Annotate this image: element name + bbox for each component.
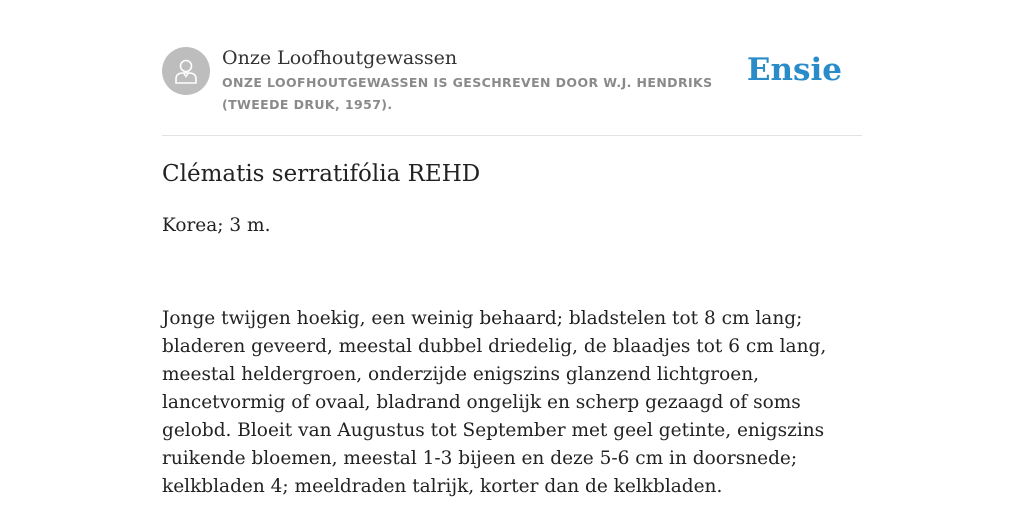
brand-logo[interactable]: Ensie — [746, 52, 842, 88]
entry-paragraph: Korea; 3 m. — [162, 215, 271, 236]
book-title[interactable]: Onze Loofhoutgewassen — [222, 47, 458, 69]
user-icon[interactable] — [162, 47, 210, 95]
book-description: ONZE LOOFHOUTGEWASSEN IS GESCHREVEN DOOR W.J. HENDRIKS (TWEEDE DRUK, 1957). — [222, 75, 713, 112]
book-header — [162, 46, 862, 136]
entry-title: Clématis serratifólia REHD — [162, 161, 481, 187]
user-icon-glyph — [171, 56, 201, 86]
entry-card — [162, 46, 862, 497]
entry-paragraph: Jonge twijgen hoekig, een weinig behaard; bladstelen tot 8 cm lang; bladeren geveerd, meestal dubbel driedelig, de blaadjes tot 6 cm lang, meestal heldergroen, onderzijde enigszins glanzend lichtgroen, lancetvormig of ovaal, bladrand ongelijk en scherp gezaagd of soms gelobd. Bloeit van Augustus tot September met geel getinte, enigszins ruikende bloemen, meestal 1-3 bijeen en deze 5-6 cm in doorsnede; kelkbladen 4; meeldraden talrijk, korter dan de kelkbladen. — [162, 308, 827, 497]
